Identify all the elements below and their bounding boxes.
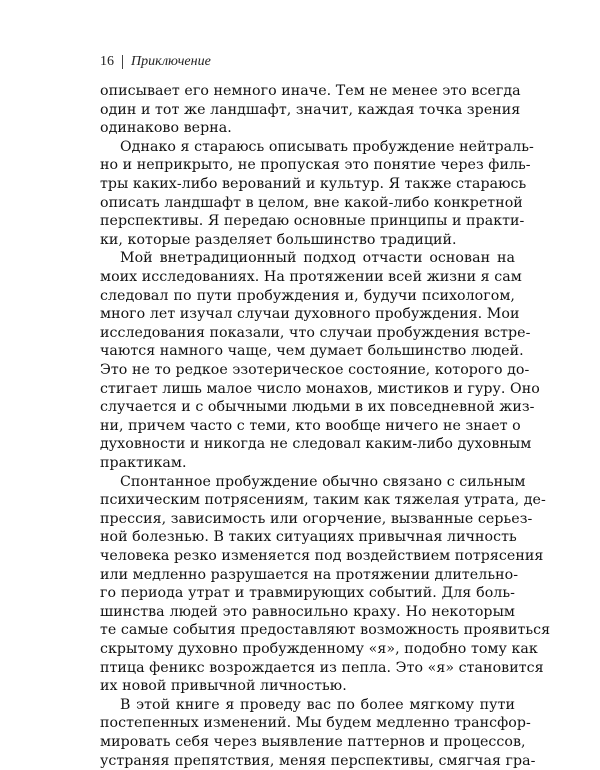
text-line: описать ландшафт в целом, вне какой-либо конкретной <box>100 194 523 211</box>
text-line: практикам. <box>100 455 187 471</box>
text-line: человека резко изменяется под воздействием потрясения <box>100 548 544 564</box>
text-line: следовал по пути пробуждения и, будучи психологом, <box>100 287 515 304</box>
text-line: чаются намного чаще, чем думает большинство людей. <box>100 343 524 360</box>
text-line: или медленно разрушается на протяжении длительно- <box>100 566 519 583</box>
running-head <box>100 54 211 70</box>
text-line: много лет изучал случаи духовного пробуждения. Мои <box>100 306 520 323</box>
text-line: постепенных изменений. Мы будем медленно трансфор- <box>100 715 531 732</box>
paragraph-first-line: Спонтанное пробуждение обычно связано с сильным <box>120 473 526 490</box>
text-line: устраняя препятствия, меняя перспективы, смягчая гра- <box>100 752 536 769</box>
text-line: Это не то редкое эзотерическое состояние, которого до- <box>100 362 530 378</box>
text-line: те самые события предоставляют возможность проявиться <box>100 622 551 639</box>
text-line: тры каких-либо верований и культур. Я также стараюсь <box>100 176 527 192</box>
section-title: Приключение <box>131 54 211 69</box>
text-line: но и неприкрыто, не пропуская это понятие через филь- <box>100 157 531 174</box>
text-line: ной болезнью. В таких ситуациях привычная личность <box>100 529 517 546</box>
text-line: духовности и никогда не следовал каким-либо духовным <box>100 436 532 453</box>
text-line: случается и с обычными людьми в их повседневной жиз- <box>100 399 535 416</box>
text-line: моих исследованиях. На протяжении всей жизни я сам <box>100 269 522 285</box>
text-line: один и тот же ландшафт, значит, каждая точка зрения <box>100 101 521 118</box>
text-line: ки, которые разделяет большинство традиций. <box>100 231 457 248</box>
text-line: психическим потрясениям, таким как тяжелая утрата, де- <box>100 492 546 509</box>
header-divider <box>122 55 123 69</box>
text-line: их новой привычной личностью. <box>100 678 347 695</box>
text-line: го периода утрат и травмирующих событий. Для боль- <box>100 585 515 602</box>
text-line: описывает его немного иначе. Тем не менее это всегда <box>100 83 521 99</box>
text-line: перспективы. Я передаю основные принципы и практи- <box>100 213 525 230</box>
text-line: шинства людей это равносильно краху. Но некоторым <box>100 603 515 620</box>
text-line: птица феникс возрождается из пепла. Это «я» становится <box>100 659 544 676</box>
text-line: ни, причем часто с теми, кто вообще ничего не знает о <box>100 417 521 434</box>
page-number: 16 <box>100 54 114 69</box>
text-line: мировать себя через выявление паттернов и процессов, <box>100 734 526 750</box>
text-line: одинаково верна. <box>100 120 232 137</box>
text-line: стигает лишь малое число монахов, мистиков и гуру. Оно <box>100 380 540 397</box>
text-line: исследования показали, что случаи пробуждения встре- <box>100 324 531 341</box>
text-line: прессия, зависимость или огорчение, вызванные серьез- <box>100 510 533 527</box>
paragraph-first-line: Однако я стараюсь описывать пробуждение нейтраль- <box>120 138 534 155</box>
paragraph-first-line: В этой книге я проведу вас по более мягкому пути <box>120 696 515 713</box>
paragraph-first-line: Мой внетрадиционный подход отчасти основан на <box>120 250 515 267</box>
text-line: скрытому духовно пробужденному «я», подобно тому как <box>100 641 538 657</box>
